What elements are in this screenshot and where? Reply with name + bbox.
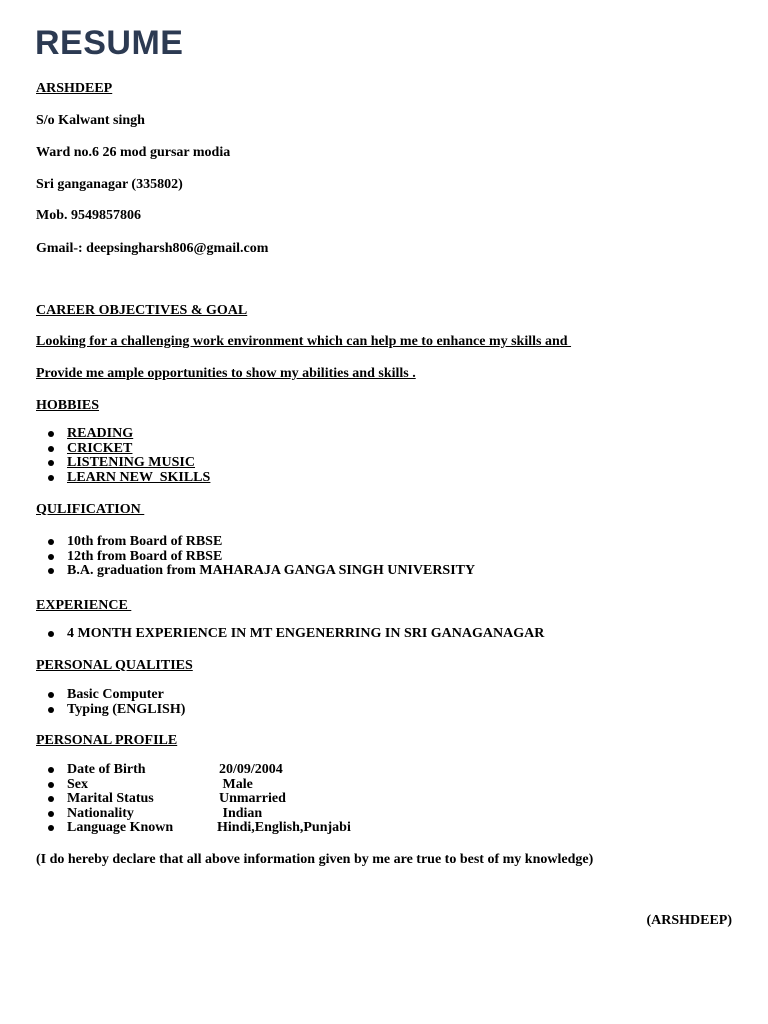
address-line-1: Ward no.6 26 mod gursar modia	[36, 145, 231, 160]
career-line-2: Provide me ample opportunities to show my abilities and skills .	[36, 366, 416, 381]
list-item: CRICKET	[36, 442, 210, 457]
bullet-icon	[48, 539, 54, 545]
mobile-number: Mob. 9549857806	[36, 208, 141, 223]
profile-row: Language Known Hindi,English,Punjabi	[36, 821, 351, 836]
career-heading: CAREER OBJECTIVES & GOAL	[36, 303, 248, 318]
list-item: 4 MONTH EXPERIENCE IN MT ENGENERRING IN SRI GANAGANAGAR	[36, 627, 544, 642]
qualification-list	[36, 535, 475, 579]
profile-row: Sex Male	[36, 778, 351, 793]
bullet-icon	[48, 825, 54, 831]
hobbies-heading: HOBBIES	[36, 398, 100, 413]
list-item: Typing (ENGLISH)	[36, 703, 185, 718]
profile-row: Nationality Indian	[36, 807, 351, 822]
qualities-list	[36, 688, 185, 717]
list-item: 12th from Board of RBSE	[36, 550, 475, 565]
email-address: Gmail-: deepsingharsh806@gmail.com	[36, 241, 269, 256]
experience-list	[36, 627, 544, 642]
list-item: LISTENING MUSIC	[36, 456, 210, 471]
list-item: READING	[36, 427, 210, 442]
hobbies-list	[36, 427, 210, 485]
list-item: B.A. graduation from MAHARAJA GANGA SINGH UNIVERSITY	[36, 564, 475, 579]
bullet-icon	[48, 767, 54, 773]
qualities-heading: PERSONAL QUALITIES	[36, 658, 193, 673]
career-line-1: Looking for a challenging work environment which can help me to enhance my skills and	[36, 334, 572, 349]
bullet-icon	[48, 460, 54, 466]
profile-row: Date of Birth 20/09/2004	[36, 763, 351, 778]
profile-list	[36, 763, 351, 836]
bullet-icon	[48, 475, 54, 481]
bullet-icon	[48, 782, 54, 788]
bullet-icon	[48, 811, 54, 817]
bullet-icon	[48, 446, 54, 452]
bullet-icon	[48, 692, 54, 698]
address-line-2: Sri ganganagar (335802)	[36, 177, 183, 192]
bullet-icon	[48, 707, 54, 713]
profile-row: Marital Status Unmarried	[36, 792, 351, 807]
qualification-heading: QULIFICATION	[36, 502, 145, 517]
list-item: 10th from Board of RBSE	[36, 535, 475, 550]
bullet-icon	[48, 554, 54, 560]
bullet-icon	[48, 431, 54, 437]
signature: (ARSHDEEP)	[646, 913, 732, 928]
profile-heading: PERSONAL PROFILE	[36, 733, 178, 748]
list-item: Basic Computer	[36, 688, 185, 703]
page-title: RESUME	[35, 24, 184, 62]
experience-heading: EXPERIENCE	[36, 598, 132, 613]
declaration: (I do hereby declare that all above information given by me are true to best of my knowledge)	[36, 852, 594, 867]
father-name: S/o Kalwant singh	[36, 113, 145, 128]
applicant-name: ARSHDEEP	[36, 81, 113, 96]
bullet-icon	[48, 796, 54, 802]
list-item: LEARN NEW SKILLS	[36, 471, 210, 486]
bullet-icon	[48, 568, 54, 574]
bullet-icon	[48, 631, 54, 637]
